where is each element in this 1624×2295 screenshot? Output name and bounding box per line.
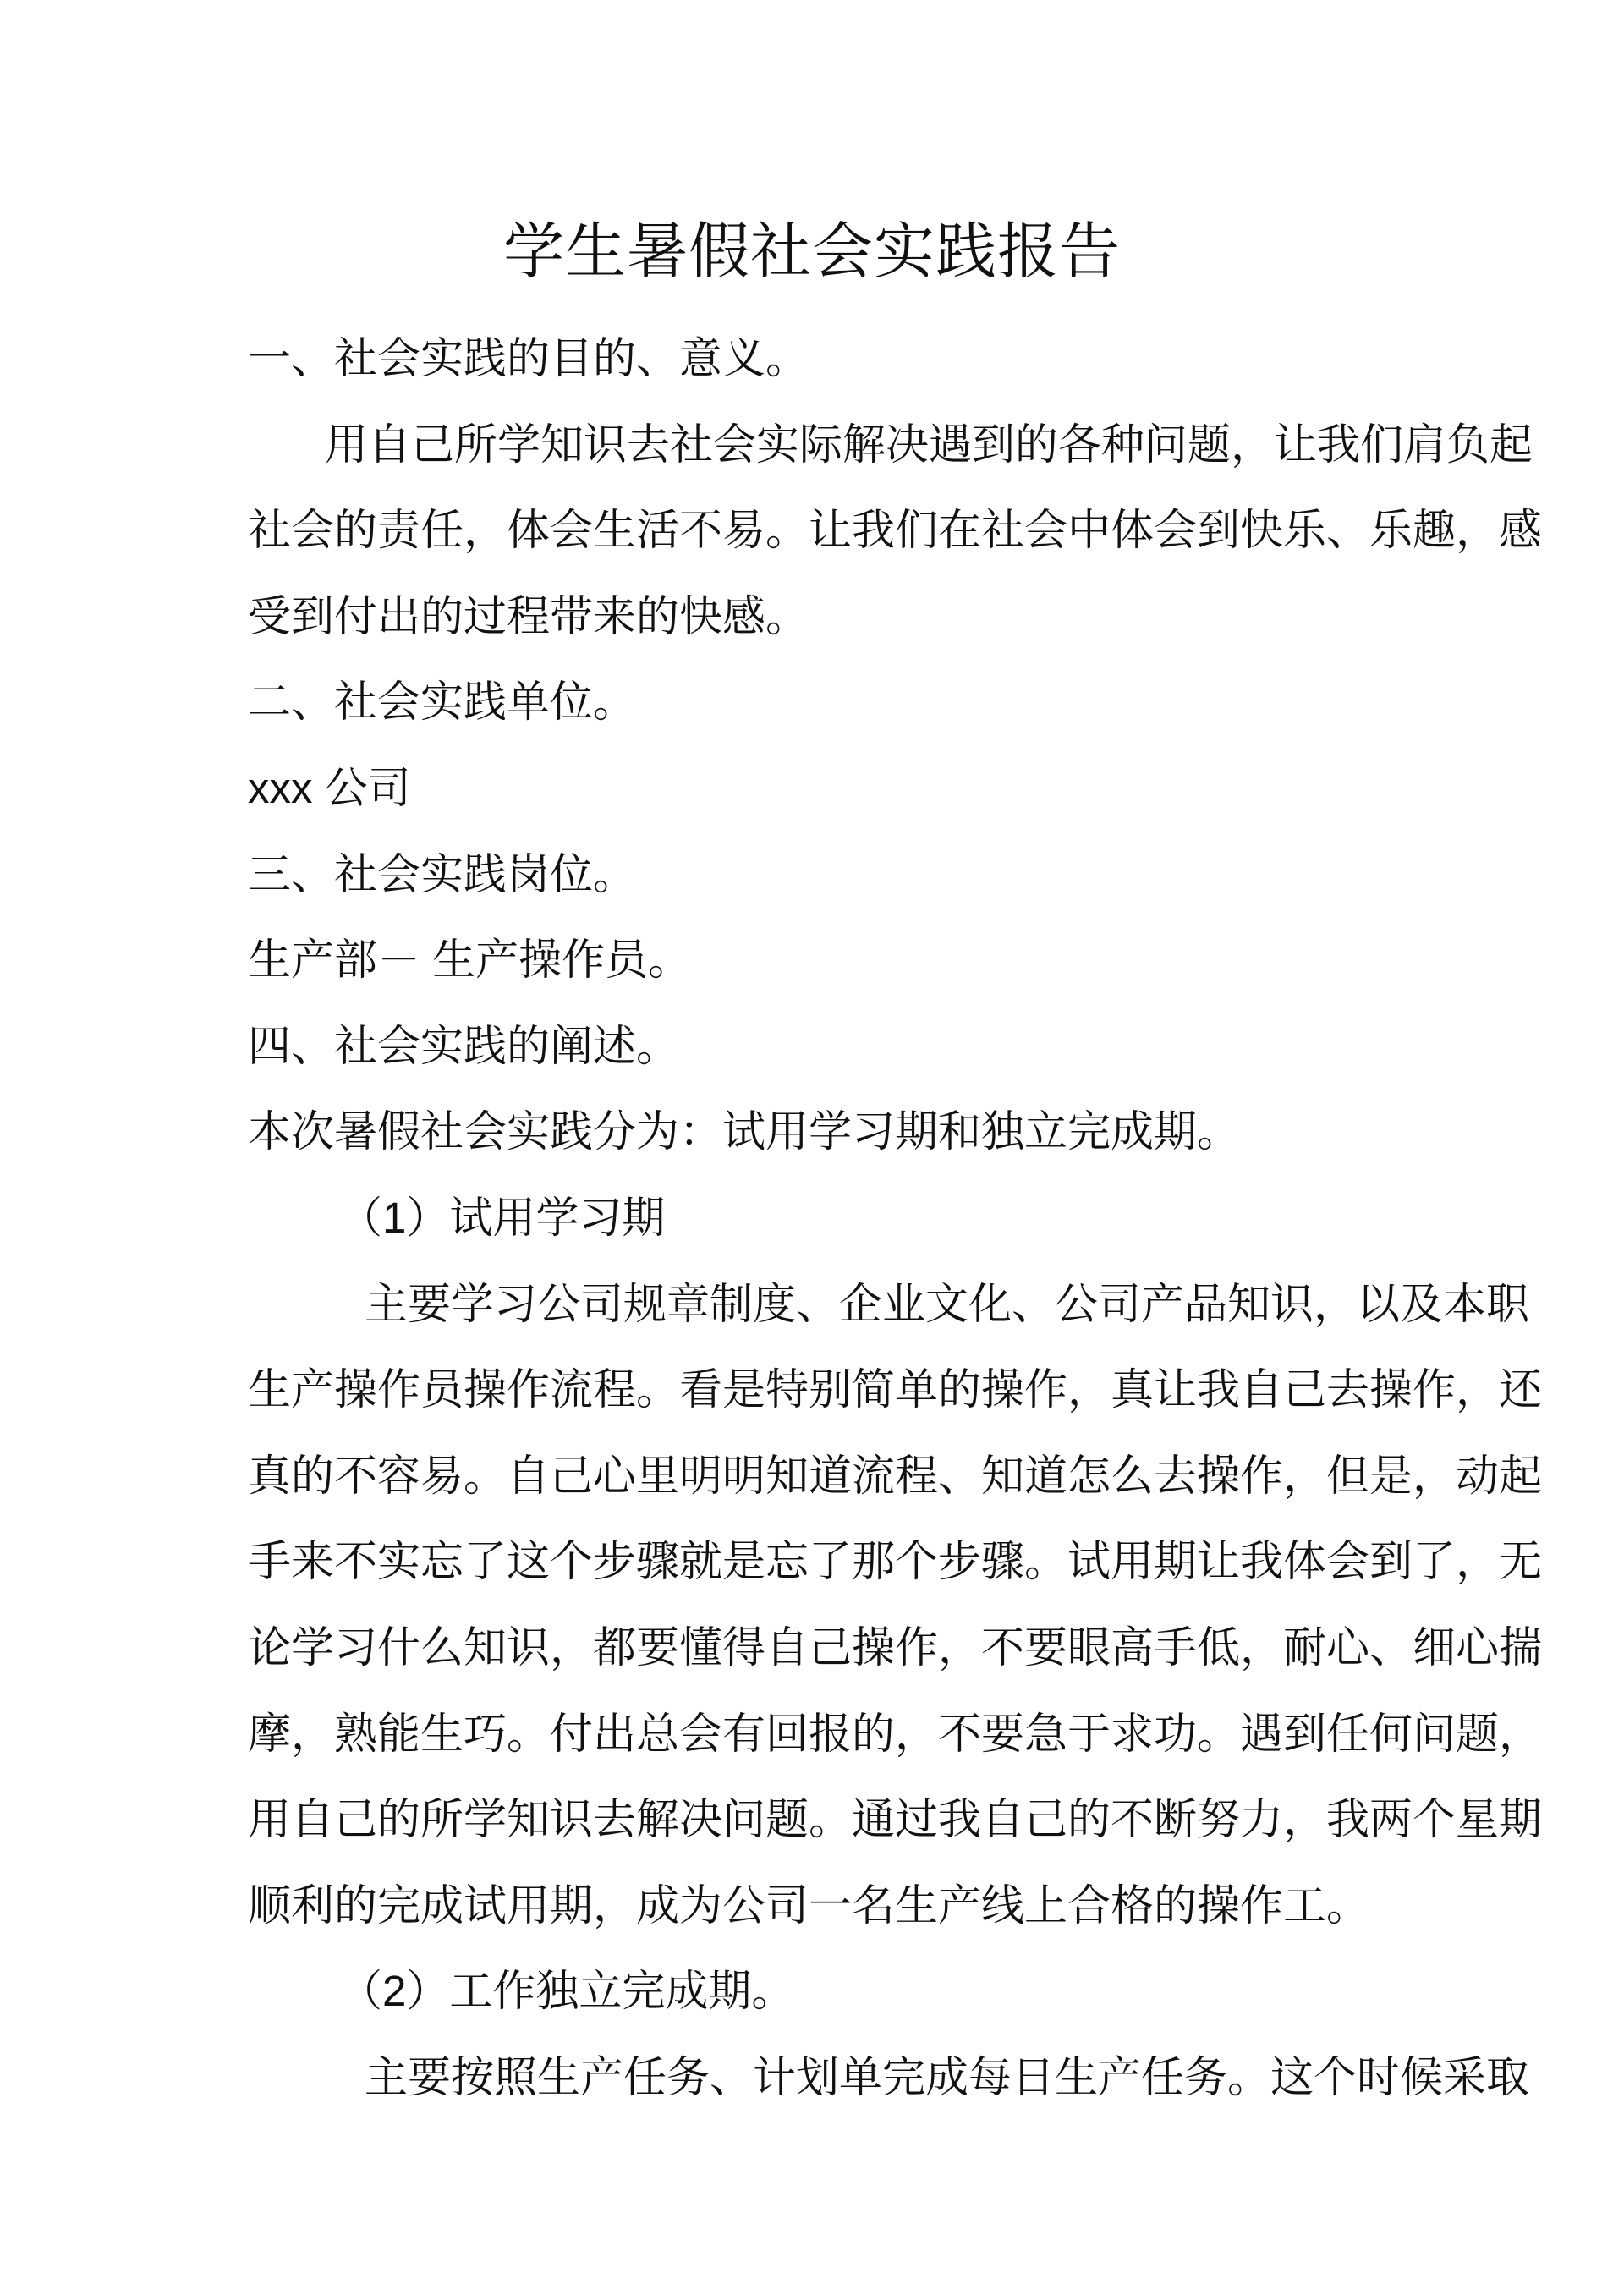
paragraph-line: 本次暑假社会实践分为：试用学习期和独立完成期。 — [248, 1107, 1241, 1156]
subsection-heading: （1）试用学习期 — [339, 1193, 666, 1242]
paragraph-line: 生产操作员操作流程。看是特别简单的操作，真让我自己去操作，还 — [248, 1365, 1543, 1414]
paragraph-line: 受到付出的过程带来的快感。 — [248, 591, 809, 640]
paragraph-line: 主要按照生产任务、计划单完成每日生产任务。这个时候采取 — [365, 2052, 1530, 2101]
section-heading: 二、社会实践单位。 — [248, 678, 637, 727]
section-heading: 一、社会实践的目的、意义。 — [248, 334, 809, 382]
subsection-heading: （2）工作独立完成期。 — [339, 1967, 795, 2016]
section-heading: 三、社会实践岗位。 — [248, 849, 637, 898]
paragraph-line: 手来不实忘了这个步骤就是忘了那个步骤。试用期让我体会到了，无 — [248, 1537, 1543, 1586]
paragraph-line: 社会的责任，体会生活不易。让我们在社会中体会到快乐、乐趣，感 — [248, 506, 1543, 555]
paragraph-line: xxx 公司 — [248, 763, 411, 812]
section-heading: 四、社会实践的阐述。 — [248, 1021, 680, 1070]
paragraph-line: 真的不容易。自己心里明明知道流程、知道怎么去操作，但是，动起 — [248, 1451, 1543, 1500]
paragraph-line: 生产部－ 生产操作员。 — [248, 936, 692, 985]
paragraph-line: 用自己的所学知识去解决问题。通过我自己的不断努力，我两个星期 — [248, 1795, 1543, 1844]
paragraph-line: 用自己所学知识去社会实际解决遇到的各种问题，让我们肩负起 — [325, 420, 1533, 469]
paragraph-line: 论学习什么知识，都要懂得自己操作，不要眼高手低，耐心、细心揣 — [248, 1622, 1543, 1672]
paragraph-line: 主要学习公司规章制度、企业文化、公司产品知识，以及本职 — [365, 1279, 1530, 1328]
document-body — [248, 316, 1543, 2120]
document-title: 学生暑假社会实践报告 — [502, 218, 1121, 286]
paragraph-line: 顺利的完成试用期，成为公司一名生产线上合格的操作工。 — [248, 1880, 1370, 1930]
paragraph-line: 摩，熟能生巧。付出总会有回报的，不要急于求功。遇到任何问题， — [248, 1709, 1543, 1758]
